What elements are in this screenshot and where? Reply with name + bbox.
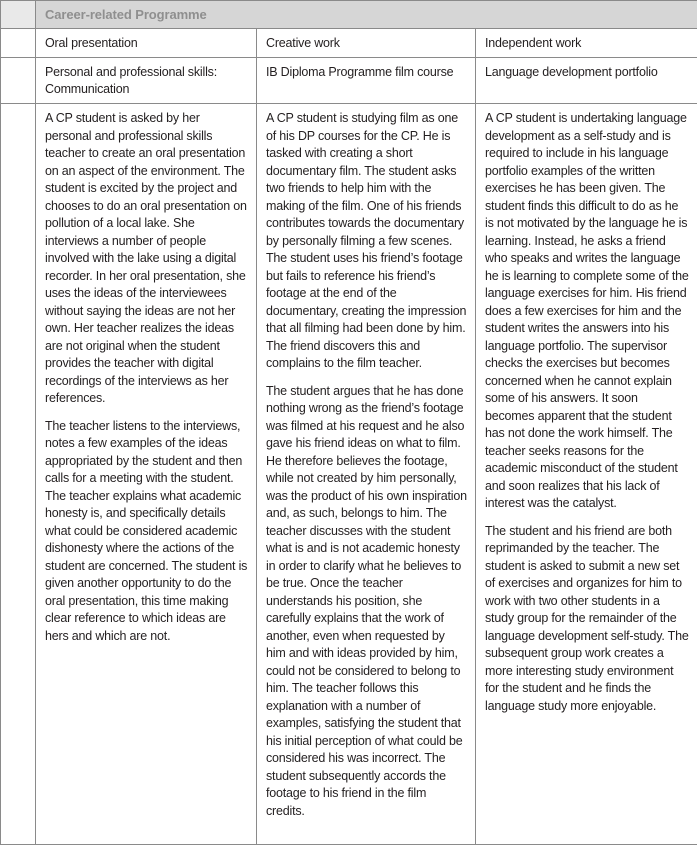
table-header-row bbox=[1, 1, 697, 29]
table-title: Career-related Programme bbox=[36, 1, 697, 29]
column-header-oral-presentation: Oral presentation bbox=[36, 29, 257, 58]
paragraph: A CP student is undertaking language development as a self-study and is required to include in his language portfolio examples of the written exercises he has been given. The student finds this difficult to do as he is not motivated by the language he is learning. Instead, he asks a friend who speaks and writes the language he is learning to complete some of the language exercises for him. His friend does a few exercises for him and the student writes the answers into his language portfolio. The supervisor checks the exercises but becomes concerned when he cannot explain some of his answers. It soon becomes apparent that the student has not done the work himself. The teacher seeks reasons for the academic misconduct of the student and soon realizes that his lack of interest was the catalyst. bbox=[485, 111, 689, 510]
scenario-text-creative-work bbox=[257, 104, 476, 845]
table-corner-cell bbox=[1, 1, 36, 29]
context-personal-professional-skills: Personal and professional skills: Communication bbox=[36, 58, 257, 104]
paragraph: A CP student is asked by her personal and professional skills teacher to create an oral presentation on an aspect of the environment. The student is excited by the project and chooses to do an oral presentation on pollution of a local lake. She interviews a number of people involved with the lake using a digital recorder. In her oral presentation, she uses the ideas of the interviewees without saying the ideas are not her own. Her teacher realizes the ideas are not original when the student provides the teacher with digital recordings of the interviews as her references. bbox=[45, 111, 247, 405]
paragraph: A CP student is studying film as one of his DP courses for the CP. He is tasked with creating a short documentary film. The student asks two friends to help him with the making of the film. One of his friends contributes towards the documentary by personally filming a few scenes. The student uses his friend’s footage but fails to reference his friend’s footage at the end of the documentary, creating the impression that all filming had been done by him. The friend discovers this and complains to the film teacher. bbox=[266, 111, 467, 370]
paragraph: The teacher listens to the interviews, notes a few examples of the ideas appropriated by the student and then calls for a meeting with the student. The teacher explains what academic honesty is, and specifically details what could be considered academic dishonesty where the actions of the student are concerned. The student is given another opportunity to do the oral presentation, this time making clear reference to which ideas are hers and which are not. bbox=[45, 418, 248, 643]
gutter-cell bbox=[1, 58, 36, 104]
column-header-creative-work: Creative work bbox=[257, 29, 476, 58]
scenario-text-independent-work bbox=[476, 104, 697, 845]
gutter-cell bbox=[1, 104, 36, 845]
scenario-text-oral-presentation bbox=[36, 104, 257, 845]
paragraph: The student argues that he has done nothing wrong as the friend’s footage was filmed at his request and he also gave his friend ideas on what to film. He therefore believes the footage, while not created by him personally, was the product of his own inspiration and, as such, belongs to him. The teacher discusses with the student what is and is not academic honesty in order to clarify what he believes to be true. Once the teacher understands his position, she carefully explains that the work of another, even when requested by him and with ideas provided by him, could not be considered to belong to him. The teacher follows this explanation with a number of examples, satisfying the student that his initial perception of what could be considered his was incorrect. The student subsequently accords the footage to his friend in the film credits. bbox=[266, 383, 467, 818]
scenario-body-row bbox=[1, 104, 697, 845]
context-header-row bbox=[1, 58, 697, 104]
gutter-cell bbox=[1, 29, 36, 58]
paragraph: The student and his friend are both reprimanded by the teacher. The student is asked to submit a new set of exercises and organizes for him to work with two other students in a study group for the remainder of the language development self-study. The subsequent group work creates a more interesting study environment for the student and he finds the language study more enjoyable. bbox=[485, 523, 689, 713]
scenario-header-row bbox=[1, 29, 697, 58]
context-film-course: IB Diploma Programme film course bbox=[257, 58, 476, 104]
context-language-portfolio: Language development portfolio bbox=[476, 58, 697, 104]
column-header-independent-work: Independent work bbox=[476, 29, 697, 58]
